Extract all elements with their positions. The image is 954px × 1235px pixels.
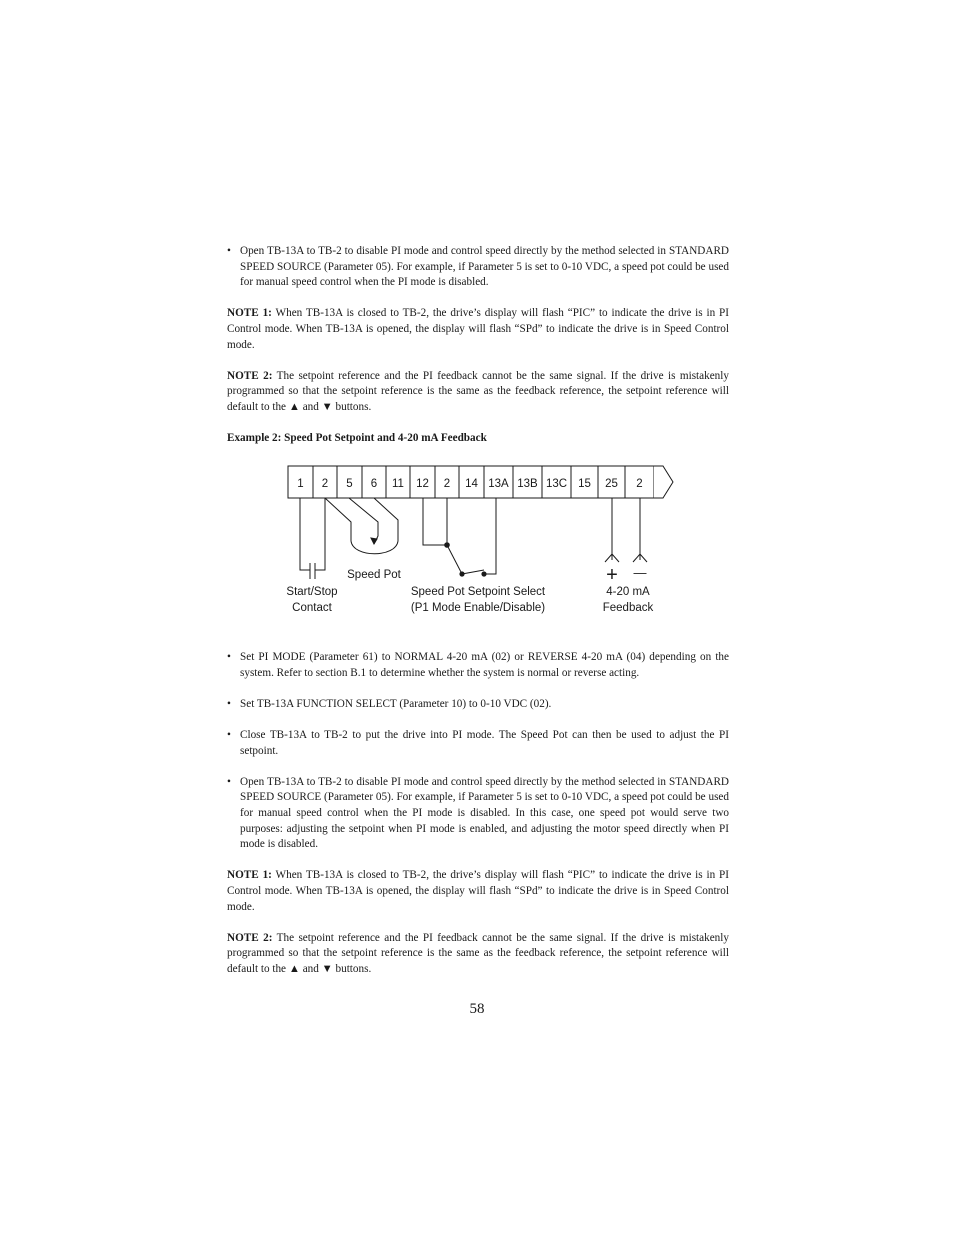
lower-content bbox=[227, 650, 729, 993]
feedback-leads bbox=[605, 498, 647, 562]
start-stop-contact bbox=[300, 498, 325, 579]
mode-enable-label: (P1 Mode Enable/Disable) bbox=[410, 602, 546, 614]
note-1-label: NOTE 1: bbox=[227, 307, 272, 320]
minus-symbol: — bbox=[633, 565, 647, 580]
ma-range-label: 4-20 mA bbox=[606, 586, 650, 598]
terminal-label: 15 bbox=[578, 478, 591, 490]
setpoint-select-switch bbox=[423, 498, 496, 577]
bullet-open-tb13a: • Open TB-13A to TB-2 to disable PI mode and control speed directly by the method selected in STANDARD SPEED SOURCE (Parameter 05). For example, if Parameter 5 is set to 0-10 VDC, a speed pot could be used for manual speed control when the PI mode is disabled. bbox=[227, 244, 729, 291]
terminal-label: 6 bbox=[370, 478, 378, 490]
example-heading: Example 2: Speed Pot Setpoint and 4-20 mA Feedback bbox=[227, 432, 487, 445]
terminal-label: 2 bbox=[443, 478, 451, 490]
terminal-label: 11 bbox=[392, 478, 404, 490]
speed-pot-wiper-icon bbox=[371, 538, 377, 544]
note-1-repeat-text: When TB-13A is closed to TB-2, the drive’s display will flash “PIC” to indicate the drive is in PI Control mode. When TB-13A is opened, the display will flash “SPd” to indicate the drive is in Speed Control mode. bbox=[227, 869, 729, 913]
note-1 bbox=[227, 306, 729, 353]
speed-pot-label: Speed Pot bbox=[347, 569, 401, 581]
note-2-repeat-label: NOTE 2: bbox=[227, 931, 273, 944]
terminal-label: 2 bbox=[636, 478, 643, 490]
terminal-label: 13B bbox=[517, 478, 538, 490]
page-content bbox=[227, 244, 729, 447]
feedback-label: Feedback bbox=[602, 602, 654, 614]
setpoint-select-label: Speed Pot Setpoint Select bbox=[410, 586, 546, 598]
terminal-label: 13C bbox=[545, 478, 568, 490]
terminal-labels bbox=[297, 478, 642, 490]
note-2 bbox=[227, 369, 729, 416]
contact-label: Contact bbox=[292, 602, 332, 614]
terminal-label: 13A bbox=[488, 478, 509, 490]
note-1-repeat-label: NOTE 1: bbox=[227, 869, 272, 882]
terminal-label: 1 bbox=[297, 478, 304, 490]
terminal-label: 14 bbox=[465, 478, 478, 490]
note-2-repeat-text: The setpoint reference and the PI feedback cannot be the same signal. If the drive is mistakenly programmed so that the setpoint reference is the same as the feedback reference, the setpoint reference will default to the ▲ and ▼ buttons. bbox=[227, 931, 729, 975]
terminal-label: 25 bbox=[605, 478, 618, 490]
bullet-set-tb13a-function: • Set TB-13A FUNCTION SELECT (Parameter 10) to 0-10 VDC (02). bbox=[227, 697, 729, 713]
page-number: 58 bbox=[469, 1001, 485, 1017]
terminal-label: 2 bbox=[321, 478, 329, 490]
speed-pot bbox=[325, 498, 398, 554]
wiring-diagram bbox=[280, 462, 680, 622]
bullet-open-tb13a-2: • Open TB-13A to TB-2 to disable PI mode and control speed directly by the method selected in STANDARD SPEED SOURCE (Parameter 05). For example, if Parameter 5 is set to 0-10 VDC, a speed pot could be used for manual speed control when the PI mode is disabled. In this case, one speed pot would serve two purposes: adjusting the setpoint when PI mode is enabled, and adjusting the motor speed directly when PI mode is disabled. bbox=[227, 775, 729, 853]
note-1-repeat bbox=[227, 868, 729, 915]
note-1-text: When TB-13A is closed to TB-2, the drive’s display will flash “PIC” to indicate the drive is in PI Control mode. When TB-13A is opened, the display will flash “SPd” to indicate the drive is in Speed Control mode. bbox=[227, 307, 729, 351]
terminal-label: 5 bbox=[346, 478, 353, 490]
note-2-label: NOTE 2: bbox=[227, 369, 273, 382]
note-2-text: The setpoint reference and the PI feedback cannot be the same signal. If the drive is mistakenly programmed so that the setpoint reference is the same as the feedback reference, the setpoint reference will default to the ▲ and ▼ buttons. bbox=[227, 369, 729, 413]
strip-break-icon bbox=[654, 466, 673, 498]
note-2-repeat bbox=[227, 931, 729, 978]
terminal-label: 12 bbox=[416, 478, 429, 490]
start-stop-label: Start/Stop bbox=[286, 586, 338, 598]
bullet-close-tb13a: • Close TB-13A to TB-2 to put the drive into PI mode. The Speed Pot can then be used to adjust the PI setpoint. bbox=[227, 728, 729, 759]
diagram-labels bbox=[286, 564, 653, 614]
bullet-set-pi-mode: • Set PI MODE (Parameter 61) to NORMAL 4-20 mA (02) or REVERSE 4-20 mA (04) depending on the system. Refer to section B.1 to determine whether the system is normal or reverse acting. bbox=[227, 650, 729, 681]
plus-symbol: + bbox=[606, 564, 618, 586]
